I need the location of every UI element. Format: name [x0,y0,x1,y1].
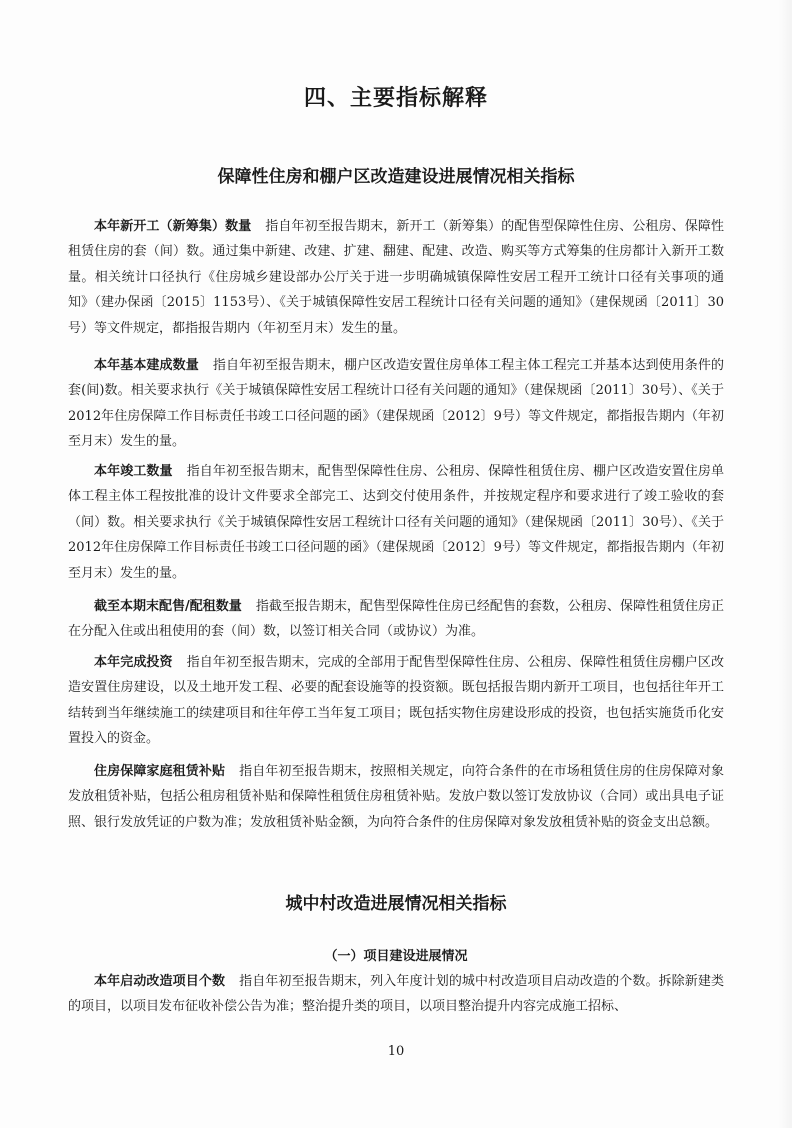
section-title-urban-village: 城中村改造进展情况相关指标 [285,894,507,914]
page-title: 四、主要指标解释 [303,86,488,111]
definition-paragraph [68,353,724,455]
definition-text: 指自年初至报告期末，完成的全部用于配售型保障性住房、公租房、保障性租赁住房棚户区改造安置住房建设，以及土地开发工程、必要的配套设施等的投资额。既包括报告期内新开工项目，也包括往年开工结转到当年继续施工的续建项目和往年停工当年复工项目；既包括实物住房建设形成的投资，也包括实施货币化安置投入的资金。 [68,655,724,747]
definition-paragraph [68,969,724,1019]
definition-term: 截至本期末配售/配租数量 [94,599,242,614]
scan-edge-shadow [778,0,792,1128]
definition-term: 本年基本建成数量 [94,358,199,373]
definition-paragraph [68,214,724,341]
definition-paragraph [68,759,724,835]
definition-text: 指截至报告期末，配售型保障性住房已经配售的套数，公租房、保障性租赁住房正在分配入住或出租使用的套（间）数，以签订相关合同（或协议）为准。 [68,599,724,640]
subsection-title: （一）项目建设进展情况 [324,949,468,964]
section-title-housing: 保障性住房和棚户区改造建设进展情况相关指标 [217,167,575,187]
definition-text: 指自年初至报告期末，配售型保障性住房、公租房、保障性租赁住房、棚户区改造安置住房单体工程主体工程按批准的设计文件要求全部完工、达到交付使用条件，并按规定程序和要求进行了竣工验收的套（间）数。相关要求执行《关于城镇保障性安居工程统计口径有关问题的通知》（建保规函〔2011〕30号）、《关于2012年住房保障工作目标责任书竣工口径问题的函》（建保规函〔2012〕9号）等文件规定，都指报告期内（年初至月末）发生的量。 [68,464,724,581]
definition-text: 指自年初至报告期末，棚户区改造安置住房单体工程主体工程完工并基本达到使用条件的套(间)数。相关要求执行《关于城镇保障性安居工程统计口径有关问题的通知》（建保规函〔2011〕30号）、《关于2012年住房保障工作目标责任书竣工口径问题的函》（建保规函〔2012〕9号）等文件规定，都指报告期内（年初至月末）发生的量。 [68,358,724,450]
definition-paragraph [68,459,724,586]
page-number: 10 [387,1044,405,1059]
definition-term: 本年新开工（新筹集）数量 [94,219,252,234]
definition-text: 指自年初至报告期末，按照相关规定，向符合条件的在市场租赁住房的住房保障对象发放租赁补贴，包括公租房租赁补贴和保障性租赁住房租赁补贴。发放户数以签订发放协议（合同）或出具电子证照、银行发放凭证的户数为准；发放租赁补贴金额，为向符合条件的住房保障对象发放租赁补贴的资金支出总额。 [68,764,724,830]
definition-term: 住房保障家庭租赁补贴 [94,764,226,779]
definition-text: 指自年初至报告期末，列入年度计划的城中村改造项目启动改造的个数。拆除新建类的项目，以项目发布征收补偿公告为准；整治提升类的项目，以项目整治提升内容完成施工招标、 [68,974,724,1015]
definition-text: 指自年初至报告期末，新开工（新筹集）的配售型保障性住房、公租房、保障性租赁住房的套（间）数。通过集中新建、改建、扩建、翻建、配建、改造、购买等方式筹集的住房都计入新开工数量。相关统计口径执行《住房城乡建设部办公厅关于进一步明确城镇保障性安居工程开工统计口径有关事项的通知》（建办保函〔2015〕1153号）、《关于城镇保障性安居工程统计口径有关问题的通知》（建保规函〔2011〕30号）等文件规定，都指报告期内（年初至月末）发生的量。 [68,219,724,336]
definition-term: 本年竣工数量 [94,464,173,479]
definition-paragraph [68,594,724,645]
definition-term: 本年启动改造项目个数 [94,974,226,989]
definition-paragraph [68,650,724,752]
definition-term: 本年完成投资 [94,655,173,670]
